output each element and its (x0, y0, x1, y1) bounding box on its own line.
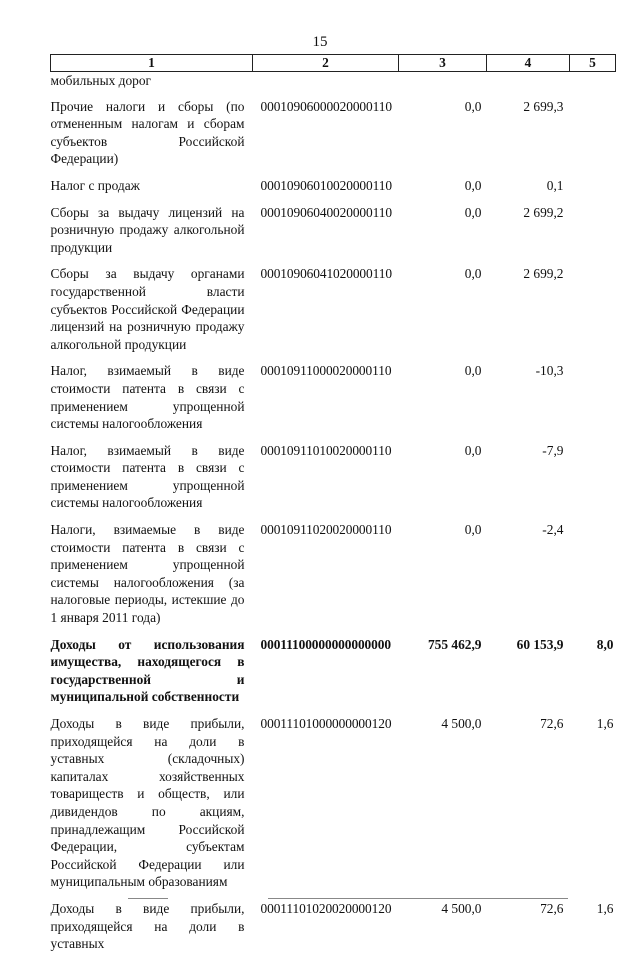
cell-col5 (570, 521, 616, 636)
cell-name: Сборы за выдачу лицензий на розничную продажу алкогольной продукции (50, 204, 245, 255)
cell-col4: 72,6 (540, 900, 564, 916)
table-row (51, 636, 616, 715)
column-header-5: 5 (570, 55, 616, 72)
table-body (51, 72, 616, 962)
table-row (51, 177, 616, 204)
cell-col3: 0,0 (464, 204, 482, 220)
cell-col5 (570, 177, 616, 204)
cell-col5 (570, 265, 616, 362)
cell-col3: 755 462,9 (427, 636, 482, 652)
cell-code: 00010911010020000110 (260, 442, 392, 458)
cell-col3: 0,0 (464, 98, 482, 114)
cell-col3 (399, 72, 487, 98)
table-row (51, 98, 616, 177)
cell-code: 00010911000020000110 (260, 363, 392, 379)
table-row (51, 900, 616, 962)
cell-col3: 0,0 (464, 522, 482, 538)
cell-col4: 72,6 (540, 716, 564, 731)
cell-col3: 0,0 (464, 363, 482, 379)
column-header-4: 4 (487, 55, 570, 72)
cell-name: Доходы от использования имущества, находящегося в государственной и муниципальной собственности (50, 636, 245, 705)
cell-code (253, 72, 399, 98)
cell-col5: 1,6 (596, 900, 614, 916)
cell-col3: 0,0 (464, 442, 482, 458)
table-row (51, 362, 616, 441)
cell-col3: 4 500,0 (441, 716, 482, 731)
cell-name: Налог с продаж (50, 177, 140, 193)
cell-col3: 4 500,0 (441, 900, 482, 916)
table-row (51, 72, 616, 98)
cell-name: Налоги, взимаемые в виде стоимости патента в связи с применением упрощенной системы налогообложения (за налоговые периоды, истекшие до 1 января 2011 года) (50, 522, 245, 626)
cell-code: 00011101000000000120 (260, 716, 392, 731)
cell-code: 00010906041020000110 (260, 266, 392, 282)
table-row (51, 521, 616, 636)
cell-name: Сборы за выдачу органами государственной власти субъектов Российской Федерации лицензий на розничную продажу алкогольной продукции (50, 266, 245, 352)
footer-line (268, 898, 568, 899)
cell-name: мобильных дорог (50, 73, 152, 88)
table-row (51, 442, 616, 521)
cell-name: Доходы в виде прибыли, приходящейся на доли в уставных (складочных) капиталах хозяйственных товариществ и обществ, или дивидендов по акциям, принадлежащим Российской Федерации, субъектам Российской Федерации или муниципальным образованиям (50, 716, 245, 890)
cell-col5: 1,6 (596, 716, 614, 731)
column-header-3: 3 (399, 55, 487, 72)
cell-col5: 8,0 (596, 636, 614, 652)
cell-col3: 0,0 (464, 177, 482, 193)
footer-line-left (128, 898, 168, 899)
cell-name: Прочие налоги и сборы (по отмененным налогам и сборам субъектов Российской Федерации) (50, 98, 245, 167)
budget-table (50, 54, 616, 962)
page-number: 15 (312, 34, 328, 50)
cell-code: 00011101020020000120 (260, 900, 392, 916)
column-header-2: 2 (253, 55, 399, 72)
cell-code: 00011100000000000000 (260, 636, 391, 652)
cell-name: Налог, взимаемый в виде стоимости патента в связи с применением упрощенной системы налогообложения (50, 442, 245, 511)
cell-col4 (487, 72, 570, 98)
cell-col4: 2 699,2 (523, 266, 564, 282)
cell-col4: 0,1 (546, 177, 564, 193)
cell-code: 00010906010020000110 (260, 177, 392, 193)
cell-col5 (570, 72, 616, 98)
cell-code: 00010911020020000110 (260, 522, 392, 538)
header-row (51, 55, 616, 72)
cell-col4: -2,4 (542, 522, 564, 538)
column-header-1: 1 (51, 55, 253, 72)
cell-col3: 0,0 (464, 266, 482, 282)
cell-name: Налог, взимаемый в виде стоимости патента в связи с применением упрощенной системы налогообложения (50, 363, 245, 432)
table-row (51, 715, 616, 900)
cell-col5 (570, 442, 616, 521)
cell-col5 (570, 362, 616, 441)
table-row (51, 204, 616, 266)
cell-col5 (570, 204, 616, 266)
table-row (51, 265, 616, 362)
cell-col4: 60 153,9 (516, 636, 564, 652)
cell-code: 00010906000020000110 (260, 98, 392, 114)
cell-col5 (570, 98, 616, 177)
cell-code: 00010906040020000110 (260, 204, 392, 220)
cell-col4: 2 699,3 (523, 98, 564, 114)
cell-col4: -7,9 (542, 442, 564, 458)
cell-col4: 2 699,2 (523, 204, 564, 220)
cell-name: Доходы в виде прибыли, приходящейся на доли в уставных (50, 900, 245, 952)
cell-col4: -10,3 (535, 363, 564, 379)
